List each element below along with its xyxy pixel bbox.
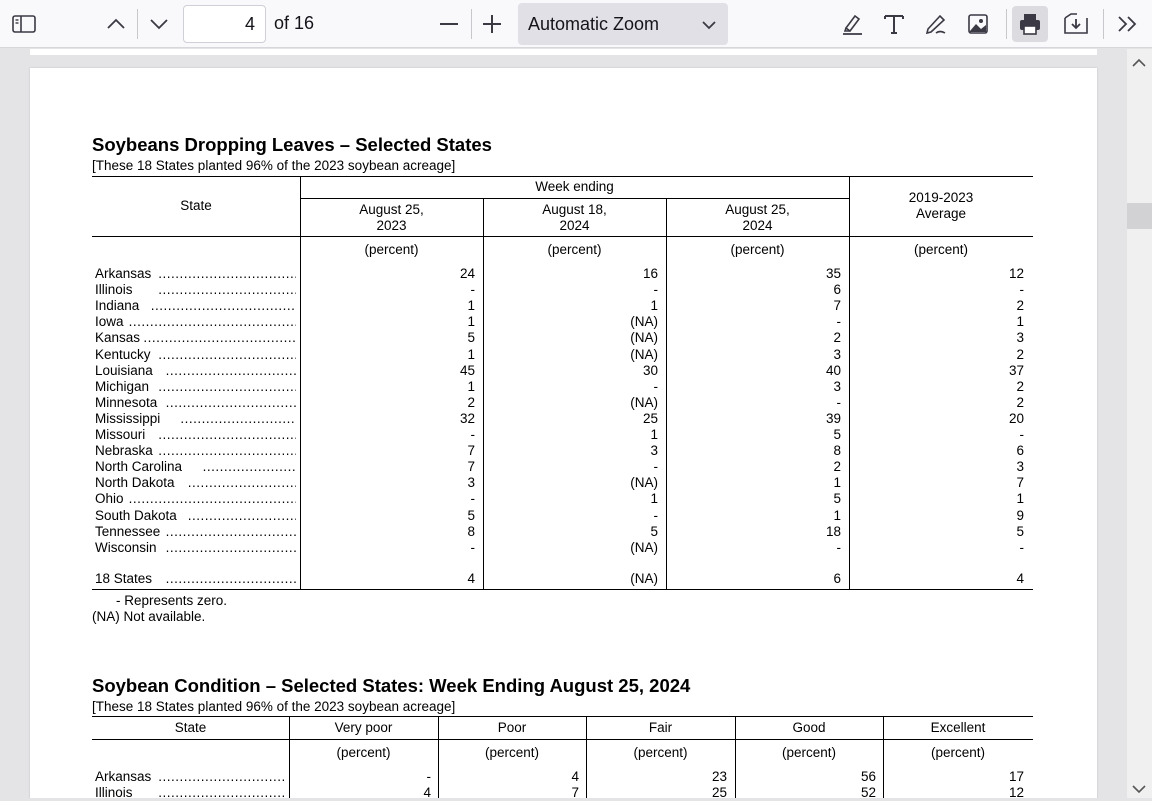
table1-subtitle: [These 18 States planted 96% of the 2023 soybean acreage] <box>92 158 456 173</box>
row-value: 7 <box>571 785 579 800</box>
table1-bottom-rule <box>92 589 1033 590</box>
row-value: 1 <box>467 379 475 394</box>
table2-unit-label: (percent) <box>336 745 391 760</box>
leader-dots <box>158 347 296 363</box>
leader-dots <box>151 298 296 314</box>
row-value: 39 <box>825 411 841 426</box>
row-value: 7 <box>833 298 841 313</box>
row-value: 3 <box>1016 330 1024 345</box>
pdf-toolbar <box>0 0 1152 48</box>
row-value: 1 <box>467 347 475 362</box>
table1-top-rule <box>92 176 1033 177</box>
zoom-in-icon[interactable] <box>474 6 510 42</box>
row-value: (NA) <box>630 330 658 345</box>
table1-col2-header: August 18, 2024 <box>542 202 607 233</box>
leader-dots <box>158 769 284 785</box>
scrollbar-thumb[interactable] <box>1127 203 1152 229</box>
leader-dots <box>188 475 296 491</box>
table1-unit-label: (percent) <box>913 242 969 257</box>
row-value: 5 <box>1016 524 1024 539</box>
row-value: 23 <box>711 769 727 784</box>
row-state-label: 18 States <box>95 571 153 586</box>
table2-col-header: Poor <box>497 720 527 735</box>
table2-subtitle: [These 18 States planted 96% of the 2023 soybean acreage] <box>92 699 456 714</box>
table1-unit-label: (percent) <box>730 242 785 257</box>
row-value: - <box>836 395 841 410</box>
row-value: 3 <box>1016 459 1024 474</box>
leader-dots <box>166 524 296 540</box>
row-value: 5 <box>833 427 841 442</box>
row-value: 7 <box>467 443 475 458</box>
row-value: - <box>1019 540 1024 555</box>
table1-week-rule <box>300 198 850 199</box>
table1-state-header: State <box>180 198 212 213</box>
row-value: - <box>470 491 475 506</box>
row-value-total: 4 <box>467 571 475 586</box>
row-value: - <box>470 540 475 555</box>
row-value-total: 4 <box>1016 571 1024 586</box>
row-value: 4 <box>423 785 431 800</box>
row-state-label: North Dakota <box>95 475 175 490</box>
chevron-down-icon <box>702 17 716 35</box>
row-value: - <box>653 459 658 474</box>
row-value: 1 <box>1016 314 1024 329</box>
row-value: 9 <box>1016 508 1024 523</box>
row-state-label: Louisiana <box>95 363 153 378</box>
leader-dots <box>158 427 296 443</box>
leader-dots <box>143 330 296 346</box>
highlight-icon[interactable] <box>834 6 870 42</box>
leader-dots <box>158 282 296 298</box>
leader-dots <box>166 571 296 587</box>
row-value: 5 <box>833 491 841 506</box>
row-value: 1 <box>833 475 841 490</box>
table2-col-header: Very poor <box>334 720 393 735</box>
row-value: 2 <box>1016 298 1024 313</box>
row-value: 40 <box>825 363 841 378</box>
table1-col3-header: August 25, 2024 <box>725 202 790 233</box>
row-value: (NA) <box>630 540 658 555</box>
leader-dots <box>180 411 296 427</box>
row-value: 2 <box>833 459 841 474</box>
zoom-out-icon[interactable] <box>431 6 467 42</box>
row-value: - <box>1019 427 1024 442</box>
row-value: 2 <box>833 330 841 345</box>
row-value: - <box>836 314 841 329</box>
row-value: 3 <box>467 475 475 490</box>
table2-col-header: State <box>174 720 207 735</box>
row-state-label: Arkansas <box>95 266 152 281</box>
row-value: 6 <box>833 282 841 297</box>
table1-footnote-na: (NA) Not available. <box>92 609 206 624</box>
leader-dots <box>166 395 296 411</box>
row-value: 25 <box>711 785 727 800</box>
row-value: (NA) <box>630 395 658 410</box>
zoom-select[interactable] <box>518 3 728 45</box>
row-value: 5 <box>467 330 475 345</box>
previous-page-edge <box>30 49 1097 55</box>
row-state-label: Wisconsin <box>95 540 157 555</box>
leader-dots <box>158 443 296 459</box>
table1-col4-header: 2019-2023 Average <box>908 190 974 221</box>
row-value: 12 <box>1008 785 1024 800</box>
row-value: (NA) <box>630 314 658 329</box>
row-value: 5 <box>467 508 475 523</box>
row-value: 5 <box>650 524 658 539</box>
row-value: - <box>1019 282 1024 297</box>
row-state-label: Kentucky <box>95 347 151 362</box>
draw-icon[interactable] <box>918 6 954 42</box>
leader-dots <box>129 491 296 507</box>
table1-week-header: Week ending <box>535 179 614 194</box>
row-state-label: Minnesota <box>95 395 158 410</box>
table1-unit-label: (percent) <box>547 242 602 257</box>
leader-dots <box>166 363 296 379</box>
leader-dots <box>158 379 296 395</box>
leader-dots <box>166 540 296 556</box>
row-value: 37 <box>1008 363 1024 378</box>
save-download-icon[interactable] <box>1058 6 1094 42</box>
tools-menu-icon[interactable] <box>1110 6 1146 42</box>
row-value: 16 <box>642 266 658 281</box>
row-state-label: Tennessee <box>95 524 161 539</box>
leader-dots <box>158 785 284 801</box>
row-value: 2 <box>467 395 475 410</box>
row-state-label: Illinois <box>95 282 133 297</box>
row-value: 8 <box>467 524 475 539</box>
row-state-label: Missouri <box>95 427 146 442</box>
row-state-label: Arkansas <box>95 769 152 784</box>
row-value: (NA) <box>630 347 658 362</box>
row-value: 2 <box>1016 347 1024 362</box>
row-state-label: Nebraska <box>95 443 153 458</box>
table2-col-header: Good <box>792 720 826 735</box>
scroll-down-icon[interactable] <box>1132 781 1146 799</box>
zoom-select-label: Automatic Zoom <box>528 14 660 34</box>
vertical-scrollbar[interactable] <box>1127 49 1152 798</box>
row-state-label: Kansas <box>95 330 141 345</box>
row-state-label: Michigan <box>95 379 150 394</box>
row-state-label: Illinois <box>95 785 133 800</box>
row-value: 32 <box>459 411 475 426</box>
row-value: 1 <box>650 427 658 442</box>
row-value: 2 <box>1016 379 1024 394</box>
row-value: 1 <box>650 298 658 313</box>
previous-page-icon[interactable] <box>98 6 134 42</box>
row-value: 8 <box>833 443 841 458</box>
row-value: 6 <box>1016 443 1024 458</box>
row-value: 30 <box>642 363 658 378</box>
page-count-label: of 16 <box>274 13 315 33</box>
leader-dots <box>203 459 296 475</box>
row-value: 24 <box>459 266 475 281</box>
sidebar-toggle-icon[interactable] <box>6 6 42 42</box>
row-value: (NA) <box>630 475 658 490</box>
table1-unit-label: (percent) <box>364 242 419 257</box>
row-value: 18 <box>825 524 841 539</box>
row-state-label: Iowa <box>95 314 124 329</box>
row-value: 1 <box>833 508 841 523</box>
row-value: 1 <box>467 298 475 313</box>
row-value: - <box>653 379 658 394</box>
row-state-label: Indiana <box>95 298 140 313</box>
table2-col-header: Fair <box>648 720 673 735</box>
table1-title: Soybeans Dropping Leaves – Selected States <box>92 134 492 155</box>
row-state-label: Mississippi <box>95 411 161 426</box>
row-value: - <box>836 540 841 555</box>
row-state-label: South Dakota <box>95 508 177 523</box>
row-value: - <box>426 769 431 784</box>
row-value: - <box>470 282 475 297</box>
row-value: 1 <box>650 491 658 506</box>
row-value-total: (NA) <box>630 571 658 586</box>
row-state-label: North Carolina <box>95 459 183 474</box>
text-tool-icon[interactable] <box>876 6 912 42</box>
leader-dots <box>158 266 296 282</box>
row-value: 3 <box>833 379 841 394</box>
page-number-input[interactable] <box>183 5 266 43</box>
table1-col1-header: August 25, 2023 <box>359 202 424 233</box>
table2-title: Soybean Condition – Selected States: Week Ending August 25, 2024 <box>92 675 691 696</box>
row-value: 25 <box>642 411 658 426</box>
table2-header-rule <box>92 739 1033 740</box>
row-value: - <box>653 508 658 523</box>
row-value: 2 <box>1016 395 1024 410</box>
row-value: - <box>470 427 475 442</box>
table2-unit-label: (percent) <box>484 745 540 760</box>
row-value: 3 <box>650 443 658 458</box>
leader-dots <box>129 314 296 330</box>
image-tool-icon[interactable] <box>960 6 996 42</box>
table2-col-header: Excellent <box>930 720 986 735</box>
row-value: 20 <box>1008 411 1024 426</box>
table2-unit-label: (percent) <box>633 745 688 760</box>
table2-top-rule <box>92 716 1033 717</box>
row-value: 12 <box>1008 266 1024 281</box>
row-value: 1 <box>1016 491 1024 506</box>
next-page-icon[interactable] <box>141 6 177 42</box>
row-state-label: Ohio <box>95 491 124 506</box>
table2-unit-label: (percent) <box>781 745 837 760</box>
row-value: 52 <box>860 785 876 800</box>
row-value: 45 <box>459 363 475 378</box>
row-value: 3 <box>833 347 841 362</box>
leader-dots <box>188 508 296 524</box>
row-value: - <box>653 282 658 297</box>
row-value: 35 <box>825 266 841 281</box>
table1-footnote-zero: - Represents zero. <box>116 593 228 608</box>
row-value: 7 <box>467 459 475 474</box>
row-value: 4 <box>571 769 579 784</box>
row-value: 7 <box>1016 475 1024 490</box>
row-value: 56 <box>860 769 876 784</box>
scroll-up-icon[interactable] <box>1132 54 1146 72</box>
table2-unit-label: (percent) <box>930 745 986 760</box>
table1-header-rule <box>92 236 1033 237</box>
row-value-total: 6 <box>833 571 841 586</box>
row-value: 17 <box>1008 769 1024 784</box>
print-icon[interactable] <box>1012 6 1048 42</box>
row-value: 1 <box>467 314 475 329</box>
